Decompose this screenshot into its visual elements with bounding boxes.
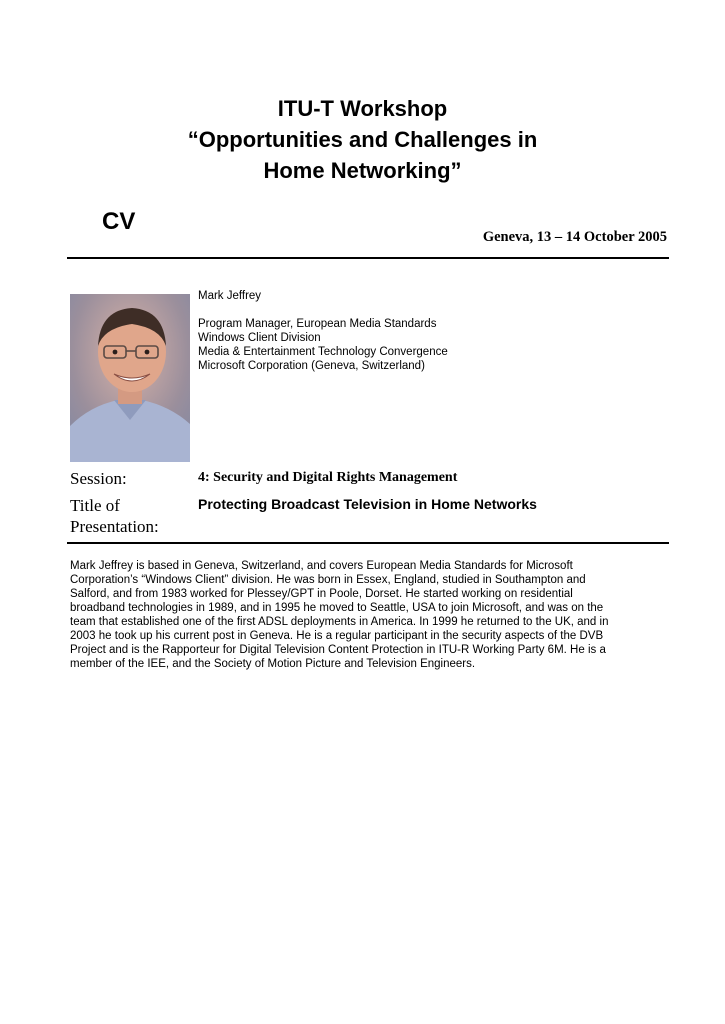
session-value: 4: Security and Digital Rights Management — [198, 470, 458, 485]
document-title — [0, 93, 725, 186]
presentation-label — [70, 495, 159, 537]
title-line-3: Home Networking” — [263, 158, 462, 183]
bio-line: Mark Jeffrey is based in Geneva, Switzerland, and covers European Media Standards for Microsoft — [70, 560, 573, 572]
biography — [70, 559, 650, 671]
bio-line: 2003 he took up his current post in Geneva. He is a regular participant in the security aspects of the DVB — [70, 630, 604, 642]
title-line-1: ITU-T Workshop — [277, 96, 448, 121]
presentation-title: Protecting Broadcast Television in Home Networks — [198, 496, 537, 512]
bio-line: Project and is the Rapporteur for Digital Television Content Protection in ITU-R Working Party 6M. He is a — [70, 644, 606, 656]
portrait-photo — [70, 294, 190, 462]
session-label: Session: — [70, 469, 127, 488]
role-line-4: Microsoft Corporation (Geneva, Switzerland) — [198, 360, 425, 372]
presentation-label-line-1: Title of — [70, 496, 120, 515]
presentation-label-line-2: Presentation: — [70, 517, 159, 536]
bio-line: member of the IEE, and the Society of Motion Picture and Television Engineers. — [70, 658, 476, 670]
event-dateline: Geneva, 13 – 14 October 2005 — [482, 229, 667, 245]
role-line-3: Media & Entertainment Technology Convergence — [198, 346, 448, 358]
spacer — [198, 303, 448, 317]
top-divider — [67, 257, 669, 259]
bottom-divider — [67, 542, 669, 544]
person-name: Mark Jeffrey — [198, 290, 262, 302]
contact-block — [198, 289, 448, 373]
bio-line: Corporation’s “Windows Client” division. He was born in Essex, England, studied in Southampton and — [70, 574, 586, 586]
role-line-1: Program Manager, European Media Standards — [198, 318, 437, 330]
title-line-2: “Opportunities and Challenges in — [187, 127, 538, 152]
role-line-2: Windows Client Division — [198, 332, 321, 344]
cv-label: CV — [102, 208, 136, 235]
bio-line: broadband technologies in 1989, and in 1995 he moved to Seattle, USA to join Microsoft, and was on the — [70, 602, 604, 614]
bio-line: Salford, and from 1983 worked for Plessey/GPT in Poole, Dorset. He started working on residential — [70, 588, 573, 600]
bio-line: team that established one of the first ADSL deployments in America. In 1999 he returned to the UK, and in — [70, 616, 609, 628]
